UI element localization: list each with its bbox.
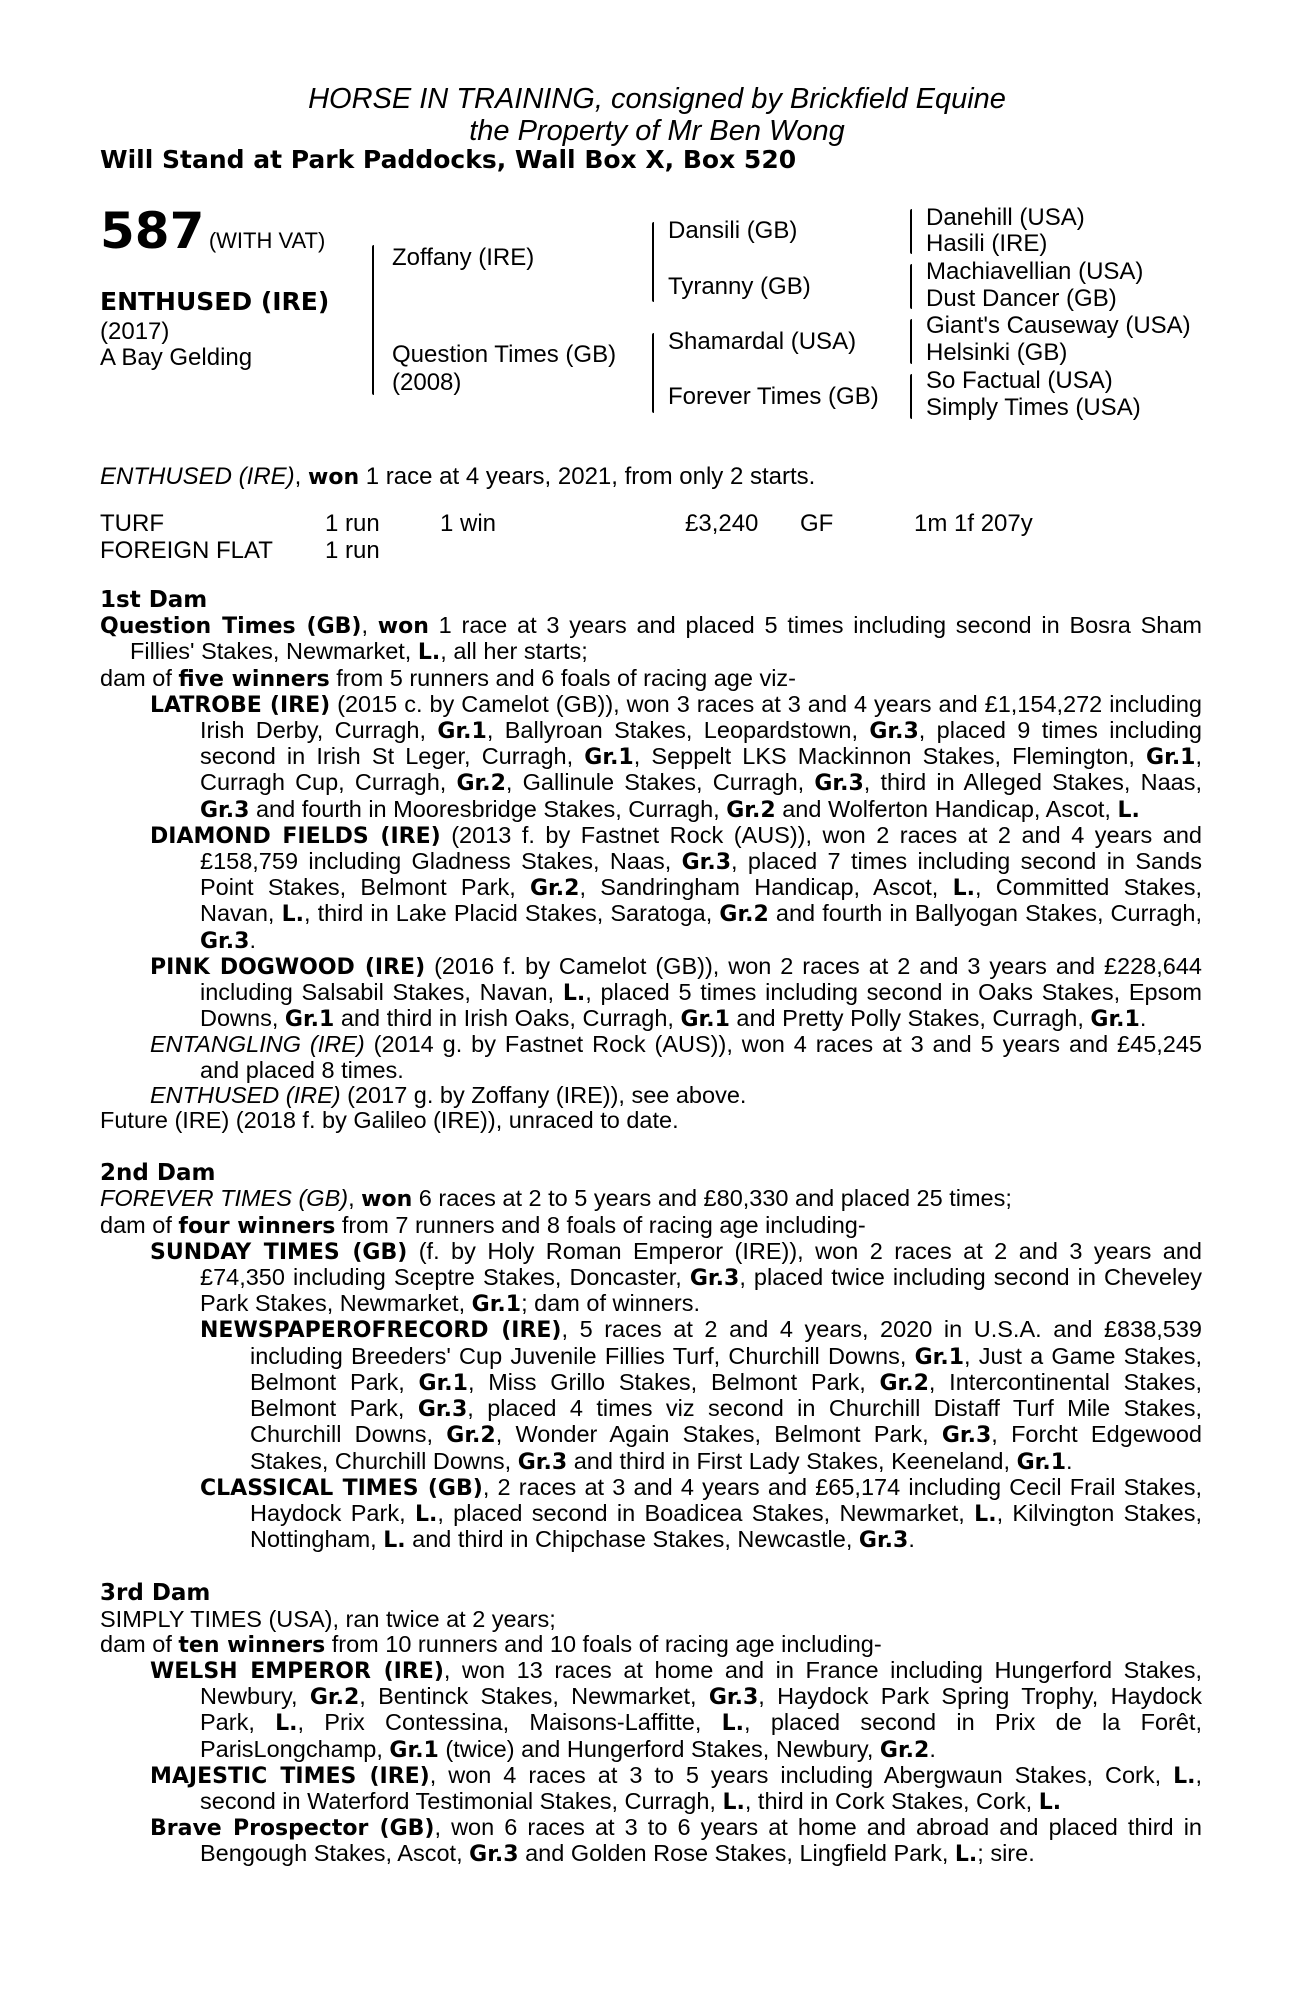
text-run: from 5 runners and 6 foals of racing age viz-	[329, 664, 796, 691]
text-run: , Seppelt LKS Mackinnon Stakes, Flemington,	[633, 743, 1147, 770]
bold-text: NEWSPAPEROFRECORD (IRE)	[200, 1318, 562, 1344]
bold-text: PINK DOGWOOD (IRE)	[150, 954, 426, 980]
pedigree-brace	[910, 209, 912, 254]
horse-description: A Bay Gelding	[100, 344, 253, 371]
bold-text: Gr.3	[869, 719, 919, 745]
text-run: and third in First Lady Stakes, Keeneland,	[567, 1447, 1017, 1474]
text-run: , 5 races at 2 and 4 years, 2020 in U.S.A. and £838,539 including Breeders' Cup Juvenile Fillies Turf, Churchill Downs,	[250, 1316, 1203, 1369]
second-dam-produce-summary	[100, 1213, 1202, 1239]
text-run: , Sandringham Handicap, Ascot,	[579, 874, 953, 901]
lot-number-block	[100, 202, 326, 260]
pedigree-dss: Giant's Causeway (USA)	[926, 312, 1191, 339]
consignor-line: HORSE IN TRAINING, consigned by Brickfield Equine	[308, 83, 1006, 115]
third-dam-produce-summary	[100, 1632, 1202, 1658]
text-run: (2014 g. by Fastnet Rock (AUS)), won 4 races at 3 and 5 years and £45,245 and placed 8 times.	[200, 1031, 1202, 1083]
pedigree-ddd: Simply Times (USA)	[926, 394, 1141, 421]
text-run: , Intercontinental Stakes, Belmont Park,	[250, 1368, 1202, 1422]
text-run: .	[249, 926, 256, 953]
text-run: and third in Chipchase Stakes, Newcastle,	[405, 1526, 859, 1553]
pedigree-sdd: Dust Dancer (GB)	[926, 285, 1117, 312]
perf-going: GF	[800, 510, 834, 537]
produce-entry	[150, 1239, 1202, 1318]
pedigree-sire: Zoffany (IRE)	[392, 244, 535, 271]
text-run: , Kilvington Stakes, Nottingham,	[250, 1499, 1203, 1553]
bold-text: Gr.3	[941, 1423, 992, 1449]
bold-text: WELSH EMPEROR (IRE)	[150, 1658, 444, 1684]
bold-text: Question Times (GB)	[100, 614, 362, 640]
text-run: , placed 4 times viz second in Churchill Distaff Turf Mile Stakes, Churchill Downs,	[250, 1395, 1202, 1448]
perf-surface: FOREIGN FLAT	[100, 537, 273, 564]
pedigree-dsd: Helsinki (GB)	[926, 339, 1068, 366]
bold-text: Gr.2	[879, 1737, 930, 1763]
produce-entry	[150, 954, 1202, 1033]
text-run: , second in Waterford Testimonial Stakes, Curragh,	[200, 1761, 1202, 1814]
bold-text: Gr.1	[1090, 1007, 1140, 1033]
vat-note: (WITH VAT)	[208, 228, 326, 253]
bold-text: L.	[974, 1501, 997, 1527]
text-run: , Bentinck Stakes, Newmarket,	[359, 1683, 709, 1710]
bold-text: SUNDAY TIMES (GB)	[150, 1239, 408, 1265]
first-dam-produce-summary	[100, 666, 1202, 692]
bold-text: Gr.3	[417, 1397, 468, 1423]
perf-wins: 1 win	[440, 510, 497, 537]
pedigree-brace	[652, 333, 654, 413]
bold-text: L.	[1038, 1789, 1062, 1815]
bold-text: Gr.1	[914, 1344, 965, 1370]
bold-text: Brave Prospector (GB)	[150, 1816, 435, 1842]
bold-text: won	[377, 614, 429, 640]
bold-text: Gr.3	[200, 928, 250, 954]
bold-text: Gr.1	[1146, 745, 1196, 771]
text-run: and Golden Rose Stakes, Lingfield Park,	[518, 1840, 955, 1867]
text-run: .	[1066, 1447, 1073, 1474]
pedigree-brace	[652, 222, 654, 302]
bold-text: Gr.2	[719, 902, 769, 928]
bold-text: Gr.1	[680, 1007, 730, 1033]
bold-text: Gr.1	[1016, 1449, 1066, 1475]
text-run: , Haydock Park Spring Trophy, Haydock Park,	[200, 1683, 1202, 1736]
text-run: from 10 runners and 10 foals of racing age including-	[325, 1630, 882, 1657]
pedigree-sire-sire: Dansili (GB)	[668, 217, 798, 244]
pedigree-brace	[910, 264, 912, 309]
bold-text: Gr.3	[200, 797, 250, 823]
text-run: ; sire.	[977, 1840, 1035, 1867]
bold-text: DIAMOND FIELDS (IRE)	[150, 823, 441, 849]
pedigree-sss: Danehill (USA)	[926, 204, 1085, 231]
text-run: .	[929, 1735, 936, 1762]
text-run: , Ballyroan Stakes, Leopardstown,	[486, 717, 870, 744]
bold-text: won	[361, 1187, 413, 1213]
text-run: from 7 runners and 8 foals of racing age including-	[335, 1211, 866, 1238]
text-run: (2015 c. by Camelot (GB)), won 3 races at 3 and 4 years and £1,154,272 including Irish Derby, Curragh,	[200, 690, 1202, 744]
bold-text: Gr.1	[284, 1007, 335, 1033]
text-run: ; dam of winners.	[521, 1290, 701, 1317]
summary-separator: ,	[294, 463, 309, 490]
bold-text: Gr.2	[309, 1685, 360, 1711]
produce-entry	[150, 1815, 1202, 1867]
pedigree-brace	[910, 319, 912, 364]
pedigree-sds: Machiavellian (USA)	[926, 258, 1144, 285]
bold-text: Gr.2	[879, 1370, 929, 1396]
text-run: and fourth in Ballyogan Stakes, Curragh,	[768, 900, 1202, 927]
text-run: , third in Alleged Stakes, Naas,	[863, 769, 1202, 796]
produce-entry	[200, 1475, 1202, 1554]
text-run: , all her starts;	[440, 638, 588, 665]
text-run: , Wonder Again Stakes, Belmont Park,	[495, 1421, 942, 1448]
bold-text: L.	[417, 640, 441, 666]
bold-text: L.	[414, 1501, 438, 1527]
bold-text: Gr.1	[418, 1370, 468, 1396]
perf-runs: 1 run	[325, 510, 380, 537]
horse-year: (2017)	[100, 318, 170, 345]
produce-entry	[150, 692, 1202, 823]
text-run: and Wolferton Handicap, Ascot,	[775, 795, 1118, 822]
bold-text: Gr.3	[681, 850, 732, 876]
perf-runs: 1 run	[325, 537, 380, 564]
bold-text: Gr.3	[858, 1528, 909, 1554]
pedigree-brace	[372, 245, 374, 395]
bold-text: L.	[562, 981, 586, 1007]
produce-entry	[150, 1032, 1202, 1082]
bold-text: five winners	[178, 666, 330, 692]
produce-entry	[150, 1658, 1202, 1763]
pedigree-dam-sire: Shamardal (USA)	[668, 328, 857, 355]
text-run: (twice) and Hungerford Stakes, Newbury,	[438, 1735, 880, 1762]
text-run: , Curragh Cup, Curragh,	[200, 743, 1203, 796]
perf-distance: 1m 1f 207y	[914, 510, 1033, 537]
text-run: ,	[348, 1185, 362, 1212]
bold-text: ten winners	[178, 1632, 326, 1658]
horse-name: ENTHUSED (IRE)	[100, 287, 330, 316]
text-run: (2017 g. by Zoffany (IRE)), see above.	[340, 1081, 747, 1108]
text-run: dam of	[100, 1630, 179, 1657]
text-run: , Gallinule Stakes, Curragh,	[505, 769, 815, 796]
text-run: 6 races at 2 to 5 years and £80,330 and placed 25 times;	[412, 1185, 1012, 1212]
text-run: , Committed Stakes, Navan,	[200, 874, 1202, 927]
text-run: and fourth in Mooresbridge Stakes, Curragh,	[249, 795, 727, 822]
bold-text: Gr.2	[530, 876, 580, 902]
text-run: , placed second in Prix de la Forêt, ParisLongchamp,	[200, 1709, 1202, 1762]
produce-entry	[100, 1108, 1202, 1133]
bold-text: Gr.1	[584, 745, 634, 771]
text-run: , Prix Contessina, Maisons-Laffitte,	[297, 1709, 722, 1736]
text-run: .	[1139, 1005, 1147, 1032]
bold-text: Gr.3	[708, 1685, 759, 1711]
text-run: , Just a Game Stakes, Belmont Park,	[250, 1342, 1202, 1395]
produce-entry	[150, 1763, 1202, 1815]
second-dam-record	[100, 1186, 1202, 1212]
text-run: (f. by Holy Roman Emperor (IRE)), won 2 races at 2 and 3 years and £74,350 including Sceptre Stakes, Doncaster,	[200, 1237, 1202, 1291]
third-dam-heading: 3rd Dam	[100, 1580, 211, 1607]
text-run: , Forcht Edgewood Stakes, Churchill Downs,	[250, 1421, 1202, 1474]
produce-entry	[200, 1317, 1202, 1474]
pedigree-sire-dam: Tyranny (GB)	[668, 273, 811, 300]
text-run: .	[908, 1526, 915, 1553]
bold-text: Gr.2	[726, 797, 776, 823]
pedigree-dds: So Factual (USA)	[926, 367, 1113, 394]
bold-text: CLASSICAL TIMES (GB)	[200, 1475, 483, 1501]
perf-surface: TURF	[100, 510, 164, 537]
stand-location: Will Stand at Park Paddocks, Wall Box X, Box 520	[100, 145, 797, 174]
text-run: , placed 9 times including second in Irish St Leger, Curragh,	[200, 717, 1202, 770]
bold-text: L.	[722, 1789, 745, 1815]
perf-money: £3,240	[685, 510, 759, 537]
text-run: , placed second in Boadicea Stakes, Newmarket,	[437, 1499, 975, 1526]
first-dam-heading: 1st Dam	[100, 587, 208, 613]
bold-text: Gr.3	[517, 1449, 568, 1475]
bold-text: Gr.2	[446, 1423, 496, 1449]
bold-text: Gr.3	[689, 1266, 740, 1292]
pedigree-dam-dam: Forever Times (GB)	[668, 383, 879, 410]
bold-text: LATROBE (IRE)	[150, 692, 331, 718]
bold-text: Gr.1	[389, 1737, 439, 1763]
bold-text: L.	[1117, 797, 1140, 823]
second-dam-heading: 2nd Dam	[100, 1160, 216, 1187]
third-dam-record	[100, 1607, 1202, 1632]
text-run: 1 race at 3 years and placed 5 times including second in Bosra Sham Fillies' Stakes, Newmarket,	[130, 612, 1202, 665]
owner-line: the Property of Mr Ben Wong	[469, 115, 845, 147]
text-run: dam of	[100, 664, 179, 691]
bold-text: L.	[721, 1711, 745, 1737]
text-run: , won 6 races at 3 to 6 years at home and abroad and placed third in Bengough Stakes, Ascot,	[200, 1814, 1202, 1867]
text-run: dam of	[100, 1211, 179, 1238]
text-run: , placed twice including second in Cheveley Park Stakes, Newmarket,	[200, 1264, 1202, 1317]
bold-text: Gr.2	[456, 771, 506, 797]
text-run: ,	[361, 612, 378, 639]
bold-text: L.	[1173, 1763, 1196, 1789]
bold-text: Gr.1	[471, 1292, 522, 1318]
bold-text: Gr.3	[814, 771, 864, 797]
text-run: , placed 5 times including second in Oaks Stakes, Epsom Downs,	[200, 979, 1202, 1032]
summary-horse-name: ENTHUSED (IRE)	[100, 463, 295, 490]
summary-text: 1 race at 4 years, 2021, from only 2 starts.	[359, 463, 816, 490]
italic-text: FOREVER TIMES (GB)	[100, 1185, 349, 1212]
pedigree-ssd: Hasili (IRE)	[926, 230, 1048, 257]
pedigree-brace	[910, 374, 912, 419]
bold-text: L.	[275, 1711, 298, 1737]
text-run: SIMPLY TIMES (USA), ran twice at 2 years;	[100, 1605, 556, 1632]
pedigree-dam-year: (2008)	[392, 369, 462, 396]
bold-text: Gr.1	[437, 719, 487, 745]
text-run: (2013 f. by Fastnet Rock (AUS)), won 2 races at 2 and 4 years and £158,759 including Gladness Stakes, Naas,	[200, 821, 1202, 875]
text-run: , 2 races at 3 and 4 years and £65,174 including Cecil Frail Stakes, Haydock Park,	[250, 1473, 1202, 1526]
bold-text: L.	[954, 1842, 978, 1868]
produce-entry	[150, 1083, 1202, 1108]
bold-text: Gr.3	[469, 1842, 519, 1868]
text-run: and Pretty Polly Stakes, Curragh,	[729, 1005, 1091, 1032]
italic-text: ENTHUSED (IRE)	[150, 1081, 341, 1108]
race-summary	[100, 463, 815, 491]
pedigree-dam: Question Times (GB)	[392, 341, 617, 368]
text-run: , won 13 races at home and in France including Hungerford Stakes, Newbury,	[200, 1656, 1202, 1710]
family-notes	[100, 588, 1202, 1868]
lot-number: 587	[100, 202, 205, 260]
text-run: , third in Cork Stakes, Cork,	[744, 1787, 1039, 1814]
text-run: , third in Lake Placid Stakes, Saratoga,	[303, 900, 720, 927]
bold-text: L.	[952, 876, 975, 902]
text-run: and third in Irish Oaks, Curragh,	[334, 1005, 681, 1032]
italic-text: ENTANGLING (IRE)	[150, 1031, 365, 1058]
first-dam-record	[100, 613, 1202, 665]
text-run: , Miss Grillo Stakes, Belmont Park,	[467, 1368, 880, 1395]
text-run: (2016 f. by Camelot (GB)), won 2 races at 2 and 3 years and £228,644 including Salsabil Stakes, Navan,	[200, 952, 1202, 1006]
bold-text: MAJESTIC TIMES (IRE)	[150, 1763, 430, 1789]
bold-text: L.	[281, 902, 304, 928]
summary-won: won	[308, 465, 360, 490]
text-run: , won 4 races at 3 to 5 years including Abergwaun Stakes, Cork,	[429, 1761, 1174, 1788]
produce-entry	[150, 823, 1202, 954]
bold-text: L.	[383, 1528, 406, 1554]
text-run: , placed 7 times including second in Sands Point Stakes, Belmont Park,	[200, 848, 1202, 901]
bold-text: four winners	[178, 1213, 336, 1239]
text-run: Future (IRE) (2018 f. by Galileo (IRE)), unraced to date.	[100, 1107, 679, 1134]
